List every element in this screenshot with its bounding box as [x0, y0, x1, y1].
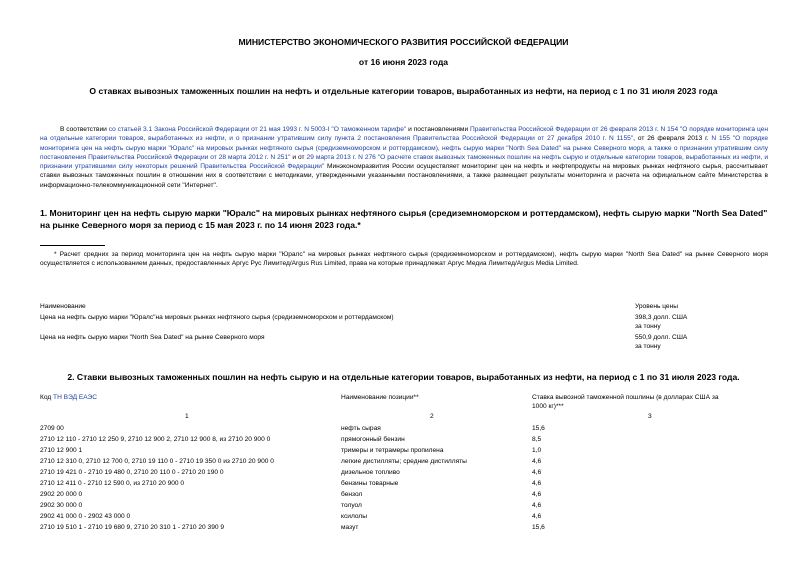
table-row [40, 469, 780, 479]
footnote: * Расчет средних за период мониторинга цен на нефть сырую марки "Юралс" на мировых рынках нефтяного сырья (средиземноморском и роттердамском), нефть сырую марки "North Sea Dated" на рынке Северного моря осуществляется с использованием данных, предоставленных Аргус Рус Лимитед/Argus Rus Limited, права на которые принадлежат Аргус Медиа Лимитед/Argus Media Limited. [40, 251, 768, 268]
section-1-heading: 1. Мониторинг цен на нефть сырую марки "Юралс" на мировых рынках нефтяного сырья (средиземноморском и роттердамском), нефть сырую марки "North Sea Dated" на рынке Северного моря за период с 15 мая 2023 г. по 14 июня 2023 года.* [40, 208, 768, 230]
price-row-name: Цена на нефть сырую марки "Юралс"на мировых рынках нефтяного сырья (средиземноморском и роттердамском) [40, 314, 394, 321]
row-code: 2710 19 510 1 - 2710 19 680 9, 2710 20 310 1 - 2710 20 390 9 [40, 524, 225, 531]
row-code: 2709 00 [40, 425, 64, 432]
row-rate: 8,5 [532, 436, 542, 443]
duty-table-header-name: Наименование позиции** [341, 394, 419, 401]
section-2-heading: 2. Ставки вывозных таможенных пошлин на нефть сырую и на отдельные категории товаров, выработанных из нефти, на период с 1 по 31 июля 2023 года. [67, 372, 740, 382]
table-row [40, 524, 780, 534]
row-code: 2710 12 900 1 [40, 447, 83, 454]
resolution-154-link[interactable]: Правительства Российской Федерации от 26 февраля 2013 г. N 154 "О порядке мониторинга цен на отдельные категории товаров, выработанных из нефти, и о признании утратившим силу пункта 2 постановления Правительства Российской Федерации от 27 декабря 2010 г. N 1155" [40, 126, 768, 143]
row-name: ксилолы [341, 513, 367, 520]
row-name: тримеры и тетрамеры пропилена [341, 447, 444, 454]
footnote-divider [40, 245, 105, 246]
row-name: легкие дистилляты; средние дистилляты [341, 458, 467, 465]
column-number: 2 [430, 413, 434, 420]
duty-table-header-rate: Ставка вывозной таможенной пошлины (в долларах США за 1000 кг)*** [532, 394, 719, 410]
intro-text-1: В соответствии [60, 126, 109, 133]
price-row-name: Цена на нефть сырую марки "North Sea Dated" на рынке Северного моря [40, 334, 265, 341]
header-code-prefix: Код [40, 394, 54, 401]
price-row-unit: за тонну [635, 323, 661, 330]
row-code: 2902 20 000 0 [40, 491, 83, 498]
row-name: дизельное топливо [341, 469, 400, 476]
row-rate: 4,6 [532, 480, 542, 487]
price-row [40, 314, 780, 334]
table-row [40, 447, 780, 457]
price-table-header-price: Уровень цены [635, 303, 678, 310]
intro-text-5: Минэкономразвития России осуществляет мониторинг цен на нефть и нефтепродукты на мировых рынках нефтяного сырья, рассчитывает ставки вывозных таможенных пошлин в отношении них в соответствии с методиками, утвержденными указанными постановлениями, а также размещает результаты мониторинга и расчета на официальном сайте Министерства в информационно-телекоммуникационной сети "Интернет". [40, 163, 768, 189]
row-name: прямогонный бензин [341, 436, 405, 443]
row-name: мазут [341, 524, 359, 531]
table-row [40, 491, 780, 501]
intro-paragraph [40, 125, 768, 190]
row-rate: 15,6 [532, 425, 545, 432]
table-row [40, 513, 780, 523]
row-code: 2710 12 110 - 2710 12 250 9, 2710 12 900 2, 2710 12 900 8, из 2710 20 900 0 [40, 436, 271, 443]
row-code: 2902 30 000 0 [40, 502, 83, 509]
duty-table-header-code [40, 394, 97, 403]
price-row-value: 398,3 долл. США [635, 314, 688, 321]
law-link[interactable]: со статьей 3.1 Закона Российской Федерации от 21 мая 1993 г. N 5003-I "О таможенном тарифе" [108, 126, 407, 133]
row-code: 2902 41 000 0 - 2902 43 000 0 [40, 513, 131, 520]
row-name: толуол [341, 502, 362, 509]
table-row [40, 502, 780, 512]
intro-text-4: и от [290, 153, 307, 161]
price-row-unit: за тонну [635, 343, 661, 350]
document-title: О ставках вывозных таможенных пошлин на нефть и отдельные категории товаров, выработанных из нефти, на период с 1 по 31 июля 2023 года [89, 86, 718, 96]
row-rate: 4,6 [532, 513, 542, 520]
row-rate: 4,6 [532, 491, 542, 498]
row-rate: 15,6 [532, 524, 545, 531]
table-row [40, 436, 780, 446]
document-date: от 16 июня 2023 года [358, 57, 449, 67]
tn-ved-link[interactable]: ТН ВЭД ЕАЭС [53, 394, 98, 401]
row-name: бензол [341, 491, 363, 498]
table-row [40, 458, 780, 468]
price-row-value: 550,9 долл. США [635, 334, 688, 341]
row-rate: 1,0 [532, 447, 542, 454]
column-number: 3 [648, 413, 652, 420]
table-row [40, 425, 780, 435]
row-code: 2710 19 421 0 - 2710 19 480 0, 2710 20 110 0 - 2710 20 190 0 [40, 469, 224, 476]
row-rate: 4,6 [532, 469, 542, 476]
table-row [40, 480, 780, 490]
resolution-155-link[interactable]: N 155 "О порядке мониторинга цен на нефть сырую марки "Юралс" на мировых рынках нефтяного сырья (средиземноморском и роттердамском), нефть сырую марки "North Sea Dated" на рынке Северного моря, а также о признании утратившим силу постановления Правительства Российской Федерации от 28 марта 2012 г. N 251" [40, 135, 768, 161]
ministry-name: МИНИСТЕРСТВО ЭКОНОМИЧЕСКОГО РАЗВИТИЯ РОССИЙСКОЙ ФЕДЕРАЦИИ [238, 37, 569, 47]
price-row [40, 334, 780, 354]
row-name: бензины товарные [341, 480, 399, 487]
resolution-276-link[interactable]: 29 марта 2013 г. N 276 "О расчете ставок вывозных таможенных пошлин на нефть сырую и отдельные категории товаров, выработанных из нефти, и признании утратившими силу некоторых решений Правительства Российской Федерации" [40, 153, 769, 171]
column-number: 1 [185, 413, 189, 420]
row-name: нефть сырая [341, 425, 381, 432]
row-code: 2710 12 411 0 - 2710 12 590 0, из 2710 20 900 0 [40, 480, 185, 487]
intro-text-3: , от 26 февраля 2013 г. [633, 135, 712, 143]
row-rate: 4,6 [532, 502, 542, 509]
intro-text-2: и постановлениями [406, 126, 471, 133]
row-code: 2710 12 310 0, 2710 12 700 0, 2710 19 110 0 - 2710 19 350 0 из 2710 20 900 0 [40, 458, 274, 465]
price-table-header-name: Наименование [40, 303, 86, 310]
row-rate: 4,6 [532, 458, 542, 465]
